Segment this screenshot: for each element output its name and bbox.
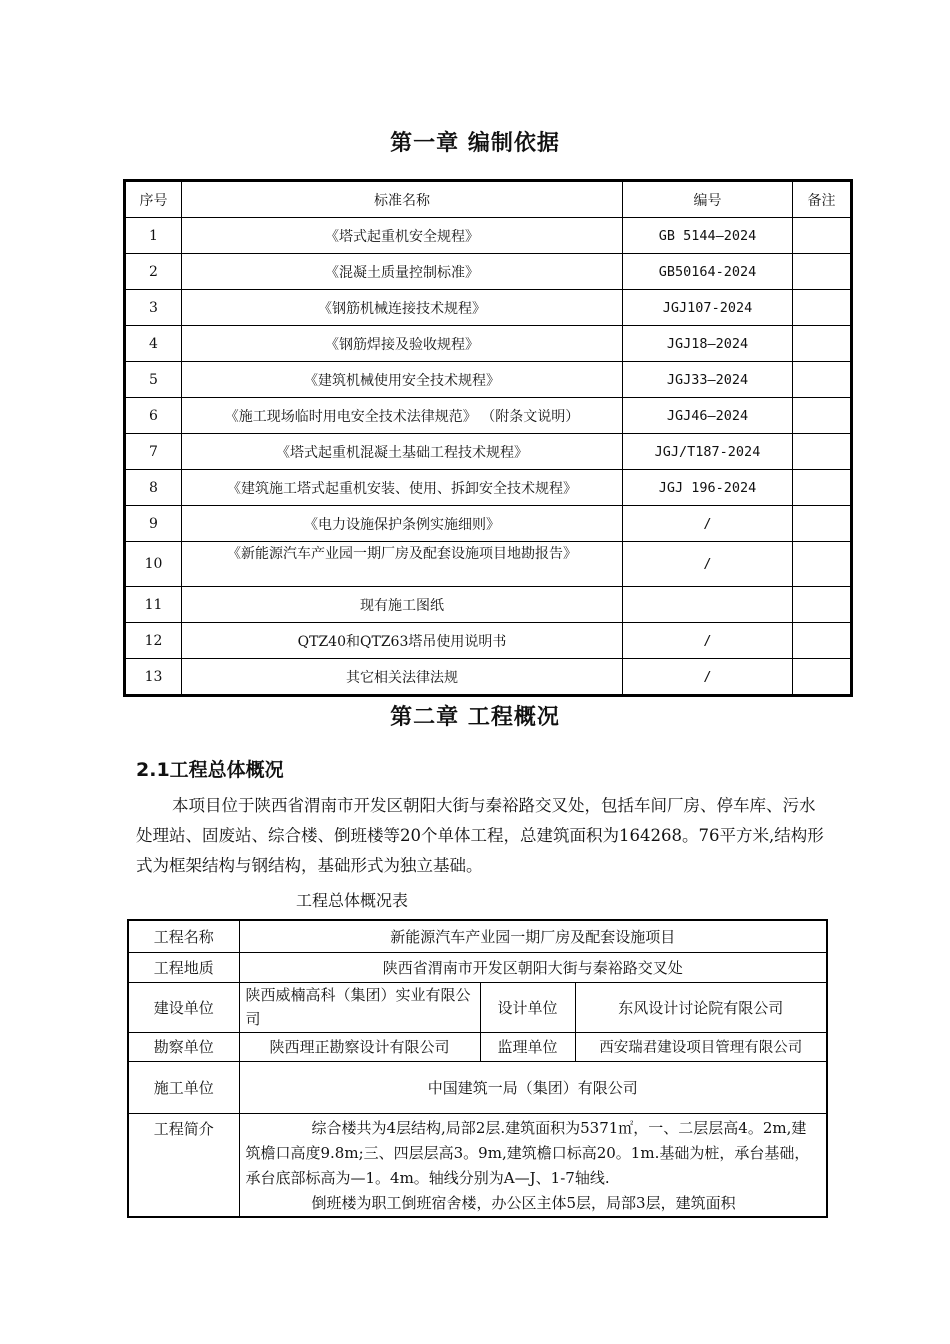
table-row — [128, 952, 827, 982]
standard-name: 《塔式起重机安全规程》 — [182, 218, 623, 254]
owner-label: 建设单位 — [128, 982, 239, 1032]
standard-code: / — [623, 506, 793, 542]
header-code: 编号 — [623, 181, 793, 218]
standard-note — [793, 623, 852, 659]
standard-name: 《钢筋机械连接技术规程》 — [182, 290, 623, 326]
standard-note — [793, 362, 852, 398]
standard-name: QTZ40和QTZ63塔吊使用说明书 — [182, 623, 623, 659]
table-row — [125, 362, 852, 398]
standard-note — [793, 542, 852, 587]
table-row — [125, 326, 852, 362]
site-value: 陕西省渭南市开发区朝阳大街与秦裕路交叉处 — [239, 952, 827, 982]
survey-label: 勘察单位 — [128, 1032, 239, 1061]
standard-note — [793, 254, 852, 290]
standard-name: 《新能源汽车产业园一期厂房及配套设施项目地勘报告》 — [182, 542, 623, 587]
standard-name: 现有施工图纸 — [182, 587, 623, 623]
standard-note — [793, 587, 852, 623]
table-row — [125, 542, 852, 587]
standard-code: GB50164-2024 — [623, 254, 793, 290]
standard-code: / — [623, 659, 793, 696]
row-number: 6 — [125, 398, 182, 434]
standard-code: JGJ107-2024 — [623, 290, 793, 326]
brief-text-1: 综合楼共为4层结构,局部2层.建筑面积为5371㎡，一、二层层高4。2m,建筑檐口高度9.8m;三、四层层高3。9m,建筑檐口标高20。1m.基础为桩，承台基础，承台底部标高为—1。4m。轴线分别为A—J、1-7轴线. — [245, 1118, 810, 1187]
header-note: 备注 — [793, 181, 852, 218]
site-label: 工程地质 — [128, 952, 239, 982]
supervisor-value: 西安瑞君建设项目管理有限公司 — [575, 1032, 827, 1061]
section-2-1-paragraph: 本项目位于陕西省渭南市开发区朝阳大街与秦裕路交叉处，包括车间厂房、停车库、污水处理站、固废站、综合楼、倒班楼等20个单体工程，总建筑面积为164268。76平方米,结构形式为框架结构与钢结构，基础形式为独立基础。 — [136, 796, 824, 875]
survey-value: 陕西理正勘察设计有限公司 — [239, 1032, 480, 1061]
standard-note — [793, 218, 852, 254]
brief-cell — [239, 1113, 827, 1217]
standard-note — [793, 398, 852, 434]
row-number: 5 — [125, 362, 182, 398]
table-row — [128, 920, 827, 952]
standard-name: 《混凝土质量控制标准》 — [182, 254, 623, 290]
overview-table-caption: 工程总体概况表 — [296, 891, 409, 910]
designer-label: 设计单位 — [480, 982, 575, 1032]
standard-code: / — [623, 542, 793, 587]
standard-code: / — [623, 623, 793, 659]
owner-value: 陕西威楠高科（集团）实业有限公司 — [239, 982, 480, 1032]
project-name-label: 工程名称 — [128, 920, 239, 952]
table-row — [125, 218, 852, 254]
standards-table — [123, 179, 853, 697]
table-row — [125, 398, 852, 434]
standard-code: JGJ/T187-2024 — [623, 434, 793, 470]
project-name-value: 新能源汽车产业园一期厂房及配套设施项目 — [239, 920, 827, 952]
standard-name: 其它相关法律法规 — [182, 659, 623, 696]
section-2-1-heading: 2.1工程总体概况 — [136, 759, 284, 781]
row-number: 3 — [125, 290, 182, 326]
row-number: 11 — [125, 587, 182, 623]
chapter-2-title: 第二章 工程概况 — [390, 705, 560, 730]
row-number: 10 — [125, 542, 182, 587]
table-row — [125, 506, 852, 542]
overview-table — [127, 919, 828, 1218]
standard-note — [793, 326, 852, 362]
standard-name: 《塔式起重机混凝土基础工程技术规程》 — [182, 434, 623, 470]
table-row — [125, 290, 852, 326]
header-no: 序号 — [125, 181, 182, 218]
contractor-label: 施工单位 — [128, 1061, 239, 1113]
standard-name: 《施工现场临时用电安全技术法律规范》 （附条文说明） — [182, 398, 623, 434]
table-row — [125, 434, 852, 470]
row-number: 13 — [125, 659, 182, 696]
row-number: 12 — [125, 623, 182, 659]
standard-note — [793, 290, 852, 326]
standard-note — [793, 470, 852, 506]
chapter-1-title: 第一章 编制依据 — [390, 131, 560, 156]
table-row — [125, 659, 852, 696]
standard-code — [623, 587, 793, 623]
row-number: 7 — [125, 434, 182, 470]
standard-note — [793, 506, 852, 542]
row-number: 2 — [125, 254, 182, 290]
table-row — [125, 470, 852, 506]
standard-note — [793, 659, 852, 696]
table-row — [125, 587, 852, 623]
standard-name: 《钢筋焊接及验收规程》 — [182, 326, 623, 362]
brief-label: 工程简介 — [128, 1113, 239, 1217]
table-row — [128, 982, 827, 1032]
table-row — [125, 254, 852, 290]
standard-code: JGJ18—2024 — [623, 326, 793, 362]
table-header-row — [125, 181, 852, 218]
row-number: 9 — [125, 506, 182, 542]
table-row — [128, 1061, 827, 1113]
standard-name: 《建筑施工塔式起重机安装、使用、拆卸安全技术规程》 — [182, 470, 623, 506]
standard-code: JGJ33—2024 — [623, 362, 793, 398]
standard-code: JGJ46—2024 — [623, 398, 793, 434]
standard-name: 《电力设施保护条例实施细则》 — [182, 506, 623, 542]
table-row — [125, 623, 852, 659]
header-name: 标准名称 — [182, 181, 623, 218]
table-row — [128, 1113, 827, 1217]
row-number: 4 — [125, 326, 182, 362]
row-number: 1 — [125, 218, 182, 254]
standard-note — [793, 434, 852, 470]
contractor-value: 中国建筑一局（集团）有限公司 — [239, 1061, 827, 1113]
supervisor-label: 监理单位 — [480, 1032, 575, 1061]
standard-name: 《建筑机械使用安全技术规程》 — [182, 362, 623, 398]
table-row — [128, 1032, 827, 1061]
brief-text-2: 倒班楼为职工倒班宿舍楼，办公区主体5层，局部3层，建筑面积 — [311, 1193, 736, 1212]
standard-code: JGJ 196-2024 — [623, 470, 793, 506]
standard-code: GB 5144—2024 — [623, 218, 793, 254]
row-number: 8 — [125, 470, 182, 506]
designer-value: 东风设计讨论院有限公司 — [575, 982, 827, 1032]
